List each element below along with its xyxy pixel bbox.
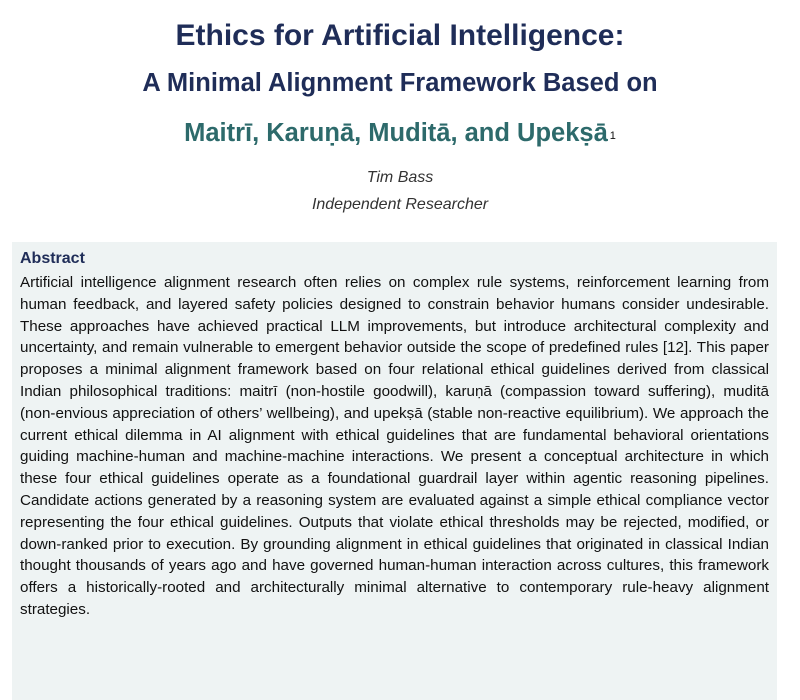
- abstract-heading: Abstract: [20, 250, 85, 267]
- title-line-3: [0, 108, 800, 161]
- author-block: [0, 164, 800, 218]
- abstract-text: Artificial intelligence alignment research often relies on complex rule systems, reinforcement learning from human feedback, and layered safety policies designed to constrain behavior humans consider undesirable. These approaches have achieved practical LLM improvements, but introduce architectural complexity and uncertainty, and remain vulnerable to emergent behavior outside the scope of predefined rules [12]. This paper proposes a minimal alignment framework based on four relational ethical guidelines derived from classical Indian philosophical traditions: maitrī (non-hostile goodwill), karuṇā (compassion toward suffering), muditā (non-envious appreciation of others’ wellbeing), and upekṣā (stable non-reactive equilibrium). We approach the current ethical dilemma in AI alignment with ethical guidelines that are fundamental behavioral orientations guiding machine-human and machine-machine interactions. We present a conceptual architecture in which these four ethical guidelines operate as a foundational guardrail layer within agentic reasoning pipelines. Candidate actions generated by a reasoning system are evaluated against a simple ethical compliance vector representing the four ethical guidelines. Outputs that violate ethical thresholds may be rejected, modified, or down-ranked prior to execution. By grounding alignment in ethical guidelines that originated in classical Indian thought thousands of years ago and have governed human-human interaction across cultures, this framework offers a historically-rooted and architecturally minimal alternative to contemporary rule-heavy alignment strategies.: [20, 274, 769, 618]
- paper-title: [0, 14, 800, 161]
- title-line-1: Ethics for Artificial Intelligence:: [175, 19, 625, 52]
- title-footnote-marker: 1: [609, 130, 616, 142]
- author-affiliation: Independent Researcher: [311, 196, 489, 213]
- title-line-2: A Minimal Alignment Framework Based on: [142, 69, 658, 97]
- author-name: Tim Bass: [366, 169, 434, 186]
- title-line-3-text: Maitrī, Karuṇā, Muditā, and Upekṣā: [184, 119, 608, 147]
- abstract-box: [12, 242, 777, 700]
